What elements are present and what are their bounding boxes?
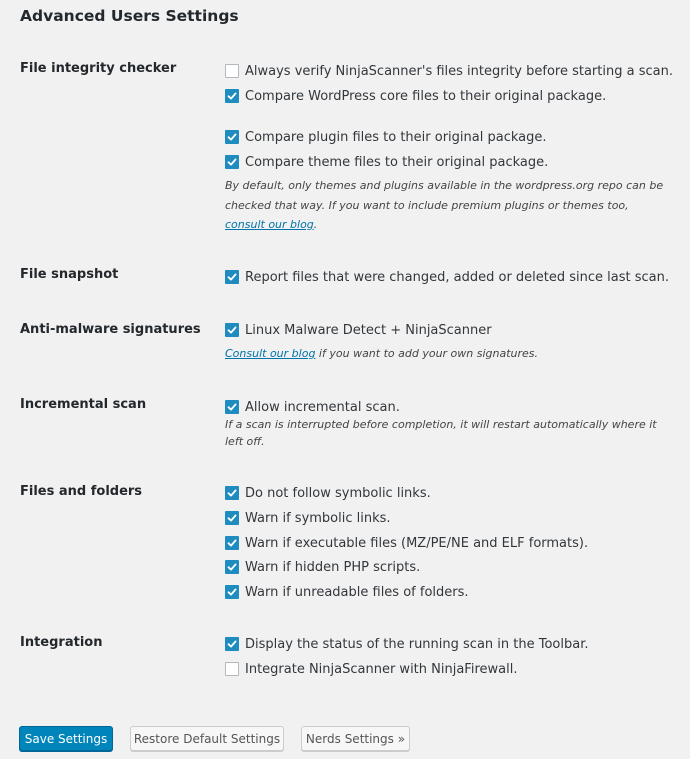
- checkbox-compare-wp-core[interactable]: [225, 89, 239, 103]
- restore-default-settings-button[interactable]: Restore Default Settings: [130, 726, 284, 751]
- label-anti-malware-signatures: Anti-malware signatures: [20, 322, 201, 337]
- option-label: Display the status of the running scan in the Toolbar.: [245, 636, 589, 652]
- checkbox-warn-symlinks[interactable]: [225, 511, 239, 525]
- option-label: Integrate NinjaScanner with NinjaFirewall.: [245, 661, 518, 677]
- checkmark-icon: [227, 157, 237, 167]
- checkbox-warn-unreadable[interactable]: [225, 585, 239, 599]
- checkbox-no-symlinks[interactable]: [225, 486, 239, 500]
- nerds-settings-button[interactable]: Nerds Settings »: [301, 726, 410, 751]
- checkmark-icon: [227, 272, 237, 282]
- checkmark-icon: [227, 325, 237, 335]
- checkmark-icon: [227, 538, 237, 548]
- option-toolbar-status[interactable]: [225, 635, 588, 653]
- option-warn-symlinks[interactable]: [225, 509, 391, 527]
- checkmark-icon: [227, 488, 237, 498]
- checkmark-icon: [227, 639, 237, 649]
- option-compare-themes[interactable]: [225, 153, 548, 171]
- option-integrate-ninjafirewall[interactable]: [225, 660, 517, 678]
- checkmark-icon: [227, 132, 237, 142]
- checkbox-toolbar-status[interactable]: [225, 637, 239, 651]
- checkbox-compare-plugins[interactable]: [225, 130, 239, 144]
- incremental-note: If a scan is interrupted before completion, it will restart automatically where it left off.: [225, 418, 657, 448]
- label-integration: Integration: [20, 635, 103, 650]
- checkbox-integrate-ninjafirewall[interactable]: [225, 662, 239, 676]
- option-linux-malware-detect[interactable]: [225, 321, 492, 339]
- option-label: Warn if executable files (MZ/PE/NE and ELF formats).: [245, 535, 589, 551]
- option-verify-ninjascanner-integrity[interactable]: [225, 62, 673, 80]
- signatures-note: [225, 344, 665, 364]
- option-label: Report files that were changed, added or deleted since last scan.: [245, 269, 670, 285]
- option-warn-unreadable[interactable]: [225, 583, 469, 601]
- option-label: Compare WordPress core files to their original package.: [245, 88, 607, 104]
- consult-blog-link-signatures[interactable]: Consult our blog: [225, 347, 316, 360]
- label-files-and-folders: Files and folders: [20, 484, 143, 499]
- option-label: Do not follow symbolic links.: [245, 485, 431, 501]
- checkbox-warn-executables[interactable]: [225, 536, 239, 550]
- option-label: Compare plugin files to their original package.: [245, 129, 547, 145]
- integrity-note: [225, 176, 665, 235]
- signatures-note-text: if you want to add your own signatures.: [315, 347, 539, 360]
- option-warn-executables[interactable]: [225, 534, 588, 552]
- option-report-changed-files[interactable]: [225, 268, 669, 286]
- checkbox-report-changed-files[interactable]: [225, 270, 239, 284]
- option-label: Allow incremental scan.: [245, 399, 400, 415]
- option-warn-hidden-php[interactable]: [225, 558, 420, 576]
- checkmark-icon: [227, 402, 237, 412]
- checkbox-warn-hidden-php[interactable]: [225, 560, 239, 574]
- option-label: Always verify NinjaScanner's files integrity before starting a scan.: [245, 63, 673, 79]
- option-no-symlinks[interactable]: [225, 484, 431, 502]
- checkbox-verify-ninjascanner-integrity[interactable]: [225, 64, 239, 78]
- option-compare-plugins[interactable]: [225, 128, 547, 146]
- option-label: Warn if hidden PHP scripts.: [245, 559, 421, 575]
- checkmark-icon: [227, 562, 237, 572]
- checkmark-icon: [227, 513, 237, 523]
- integrity-note-end: .: [313, 218, 318, 231]
- label-incremental-scan: Incremental scan: [20, 397, 147, 412]
- label-file-integrity-checker: File integrity checker: [20, 61, 177, 76]
- option-label: Warn if unreadable files of folders.: [245, 584, 469, 600]
- option-compare-wp-core[interactable]: [225, 87, 606, 105]
- checkmark-icon: [227, 91, 237, 101]
- consult-blog-link[interactable]: consult our blog: [225, 218, 314, 231]
- option-label: Warn if symbolic links.: [245, 510, 391, 526]
- integrity-note-text: By default, only themes and plugins available in the wordpress.org repo can be checked that way. If you want to include premium plugins or themes too,: [225, 179, 664, 212]
- checkbox-linux-malware-detect[interactable]: [225, 323, 239, 337]
- save-settings-button[interactable]: Save Settings: [19, 726, 113, 751]
- label-file-snapshot: File snapshot: [20, 267, 119, 282]
- option-label: Compare theme files to their original package.: [245, 154, 549, 170]
- option-label: Linux Malware Detect + NinjaScanner: [245, 322, 492, 338]
- checkbox-compare-themes[interactable]: [225, 155, 239, 169]
- checkbox-allow-incremental[interactable]: [225, 400, 239, 414]
- page-title: Advanced Users Settings: [20, 7, 239, 25]
- option-allow-incremental[interactable]: [225, 398, 400, 416]
- checkmark-icon: [227, 587, 237, 597]
